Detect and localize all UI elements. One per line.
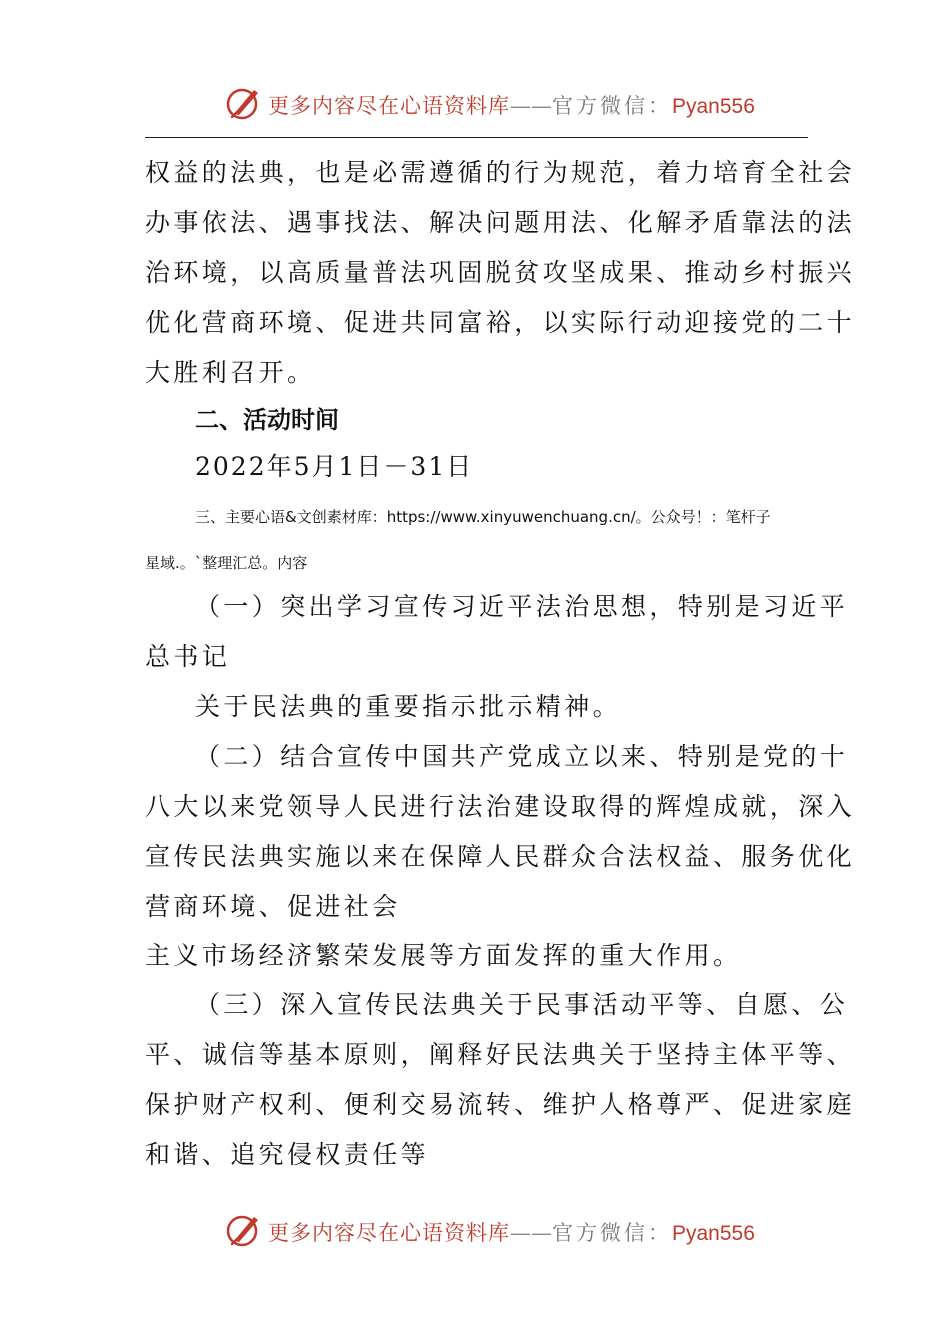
item-three-line: （三）深入宣传民法典关于民事活动平等、自愿、公 [195,990,849,1019]
item-one-line: 总书记 [145,642,231,671]
banner-brand: 更多内容尽在心语资料库 [268,1221,510,1245]
banner-brand: 更多内容尽在心语资料库 [268,94,510,118]
header-banner [0,84,950,132]
section-heading-activity-time: 二、活动时间 [195,406,339,434]
section-three-line: 三、主要心语&文创素材库：https://www.xinyuwenchuang.cn/。公众号！：笔杆子 [195,508,771,526]
item-two-line: 主义市场经济繁荣发展等方面发挥的重大作用。 [145,941,742,970]
body-line: 大胜利召开。 [145,358,316,387]
item-two-line: 八大以来党领导人民进行法治建设取得的辉煌成就，深入 [145,792,856,821]
footer-banner [0,1211,950,1259]
item-three-line: 平、诚信等基本原则，阐释好民法典关于坚持主体平等、 [145,1040,856,1069]
banner-label: 官方微信： [552,1221,672,1245]
banner-label: 官方微信： [552,94,672,118]
item-two-line: 宣传民法典实施以来在保障人民群众合法权益、服务优化 [145,842,856,871]
banner-dash: —— [510,94,552,118]
banner-wechat-id: Pyan556 [672,1222,755,1245]
banner-wechat-id: Pyan556 [672,95,755,118]
top-divider [145,137,808,138]
item-three-line: 和谐、追究侵权责任等 [145,1140,430,1169]
activity-date: 2022年5月1日－31日 [195,452,474,481]
body-line: 治环境，以高质量普法巩固脱贫攻坚成果、推动乡村振兴 [145,258,856,287]
item-three-line: 保护财产权利、便利交易流转、维护人格尊严、促进家庭 [145,1090,856,1119]
item-two-line: 营商环境、促进社会 [145,892,401,921]
body-line: 权益的法典，也是必需遵循的行为规范，着力培育全社会 [145,158,856,187]
body-line: 优化营商环境、促进共同富裕，以实际行动迎接党的二十 [145,308,856,337]
quill-pen-icon [224,84,264,124]
body-line: 办事依法、遇事找法、解决问题用法、化解矛盾靠法的法 [145,208,856,237]
item-one-line: 关于民法典的重要指示批示精神。 [195,692,622,721]
item-one-line: （一）突出学习宣传习近平法治思想，特别是习近平 [195,592,849,621]
banner-text [268,1217,755,1247]
quill-pen-icon [224,1211,264,1251]
banner-dash: —— [510,1221,552,1245]
section-three-line: 星域.。`整理汇总。内容 [145,554,308,572]
banner-text [268,90,755,120]
item-two-line: （二）结合宣传中国共产党成立以来、特别是党的十 [195,742,849,771]
